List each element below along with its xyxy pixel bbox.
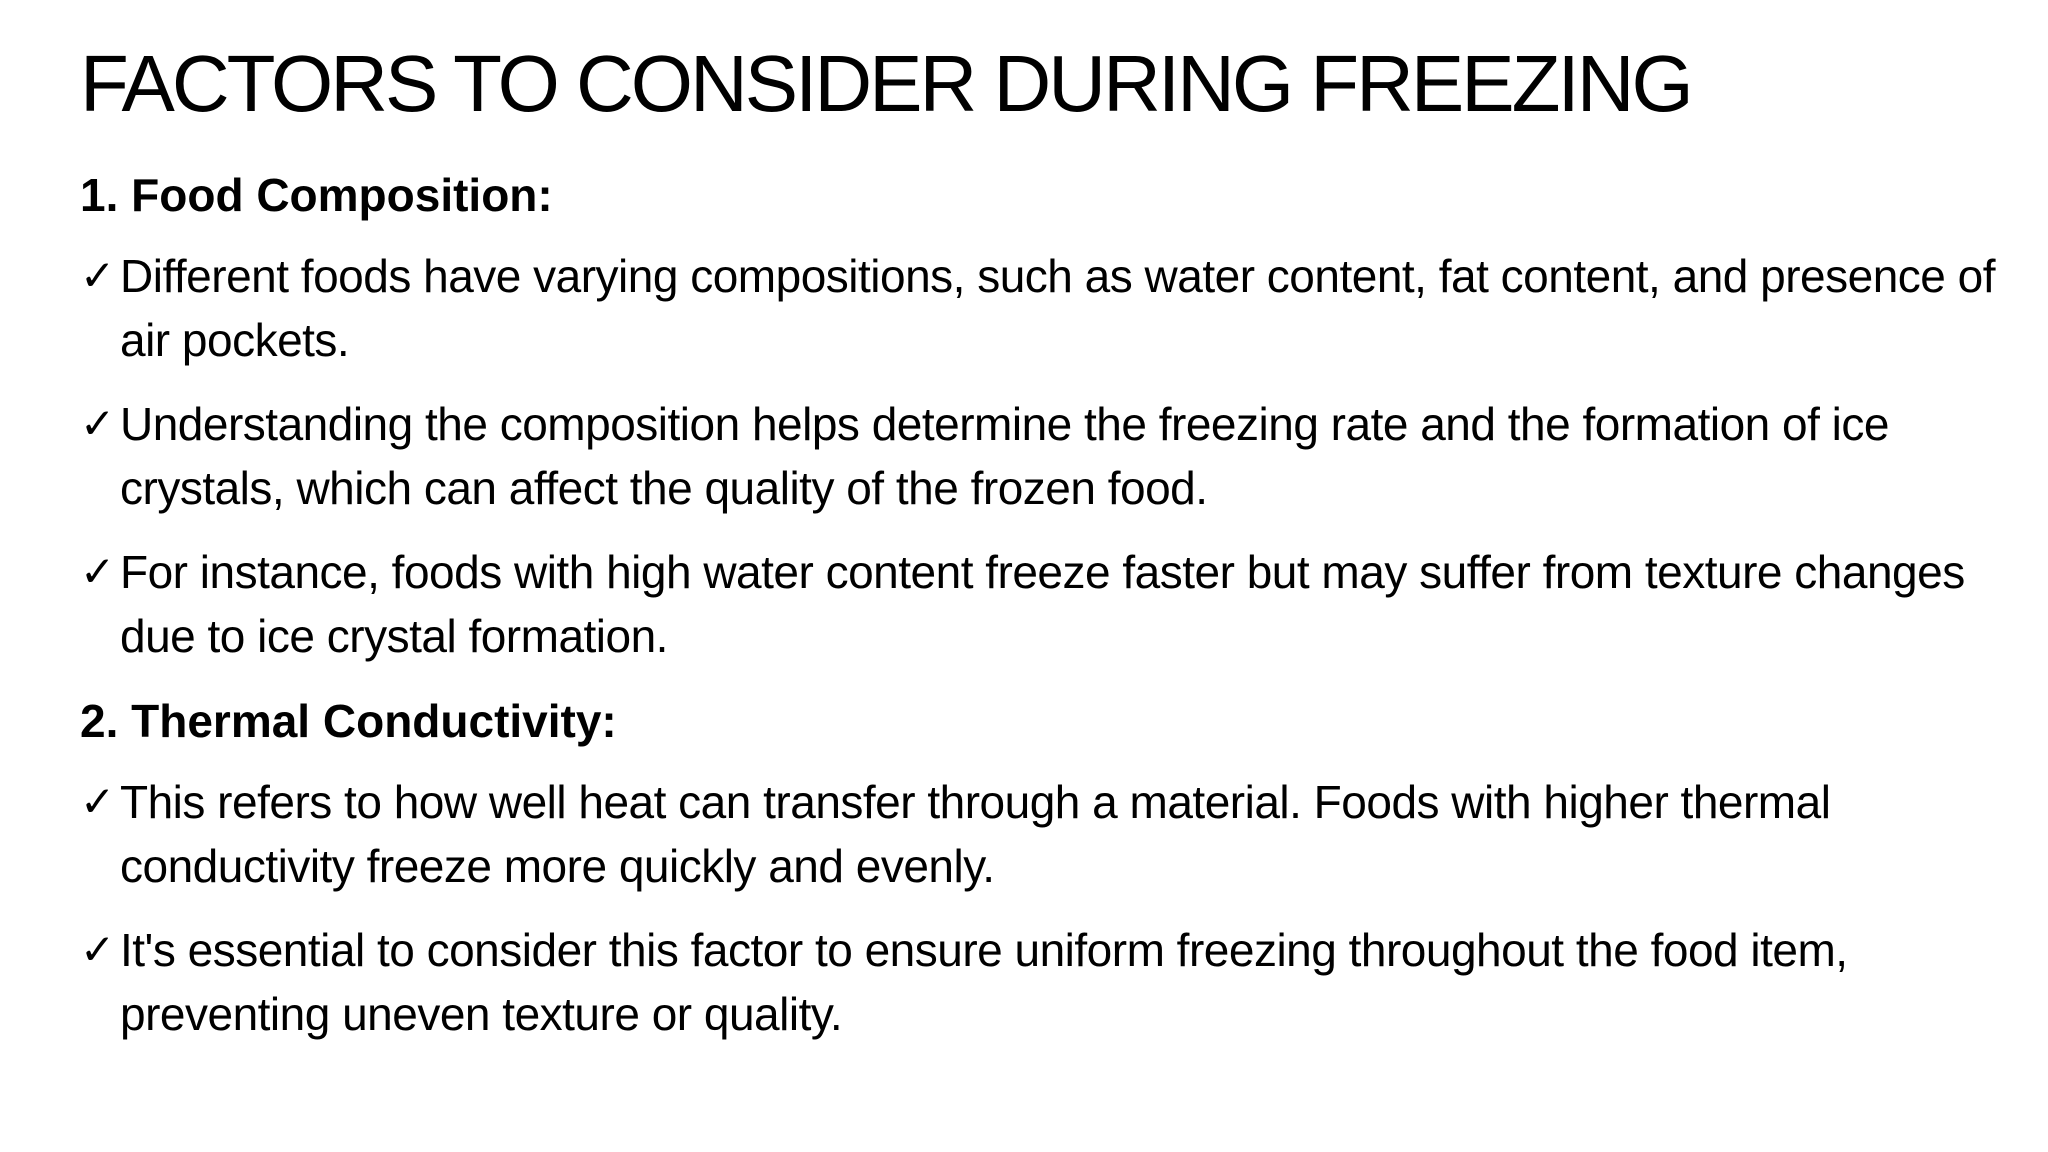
bullet-item (80, 918, 2010, 1046)
slide-content (80, 162, 2010, 1066)
bullet-item (80, 770, 2010, 898)
checkmark-icon: ✓ (80, 399, 116, 448)
checkmark-icon: ✓ (80, 777, 116, 826)
checkmark-icon: ✓ (80, 547, 116, 596)
bullet-text: This refers to how well heat can transfer through a material. Foods with higher thermal conductivity freeze more quickly and evenly. (120, 776, 1831, 892)
bullet-item (80, 540, 2010, 668)
bullet-text: Understanding the composition helps determine the freezing rate and the formation of ice crystals, which can affect the quality of the frozen food. (120, 398, 1889, 514)
bullet-item (80, 244, 2010, 372)
bullet-text: Different foods have varying compositions, such as water content, fat content, and presence of air pockets. (120, 250, 1996, 366)
slide-title: FACTORS TO CONSIDER DURING FREEZING (80, 39, 1691, 128)
section-heading-food-composition: 1. Food Composition: (80, 169, 553, 221)
checkmark-icon: ✓ (80, 925, 116, 974)
bullet-text: For instance, foods with high water content freeze faster but may suffer from texture changes due to ice crystal formation. (120, 546, 1965, 662)
bullet-text: It's essential to consider this factor to ensure uniform freezing throughout the food item, preventing uneven texture or quality. (120, 924, 1848, 1040)
bullet-item (80, 392, 2010, 520)
checkmark-icon: ✓ (80, 251, 116, 300)
section-heading-thermal-conductivity: 2. Thermal Conductivity: (80, 695, 617, 747)
